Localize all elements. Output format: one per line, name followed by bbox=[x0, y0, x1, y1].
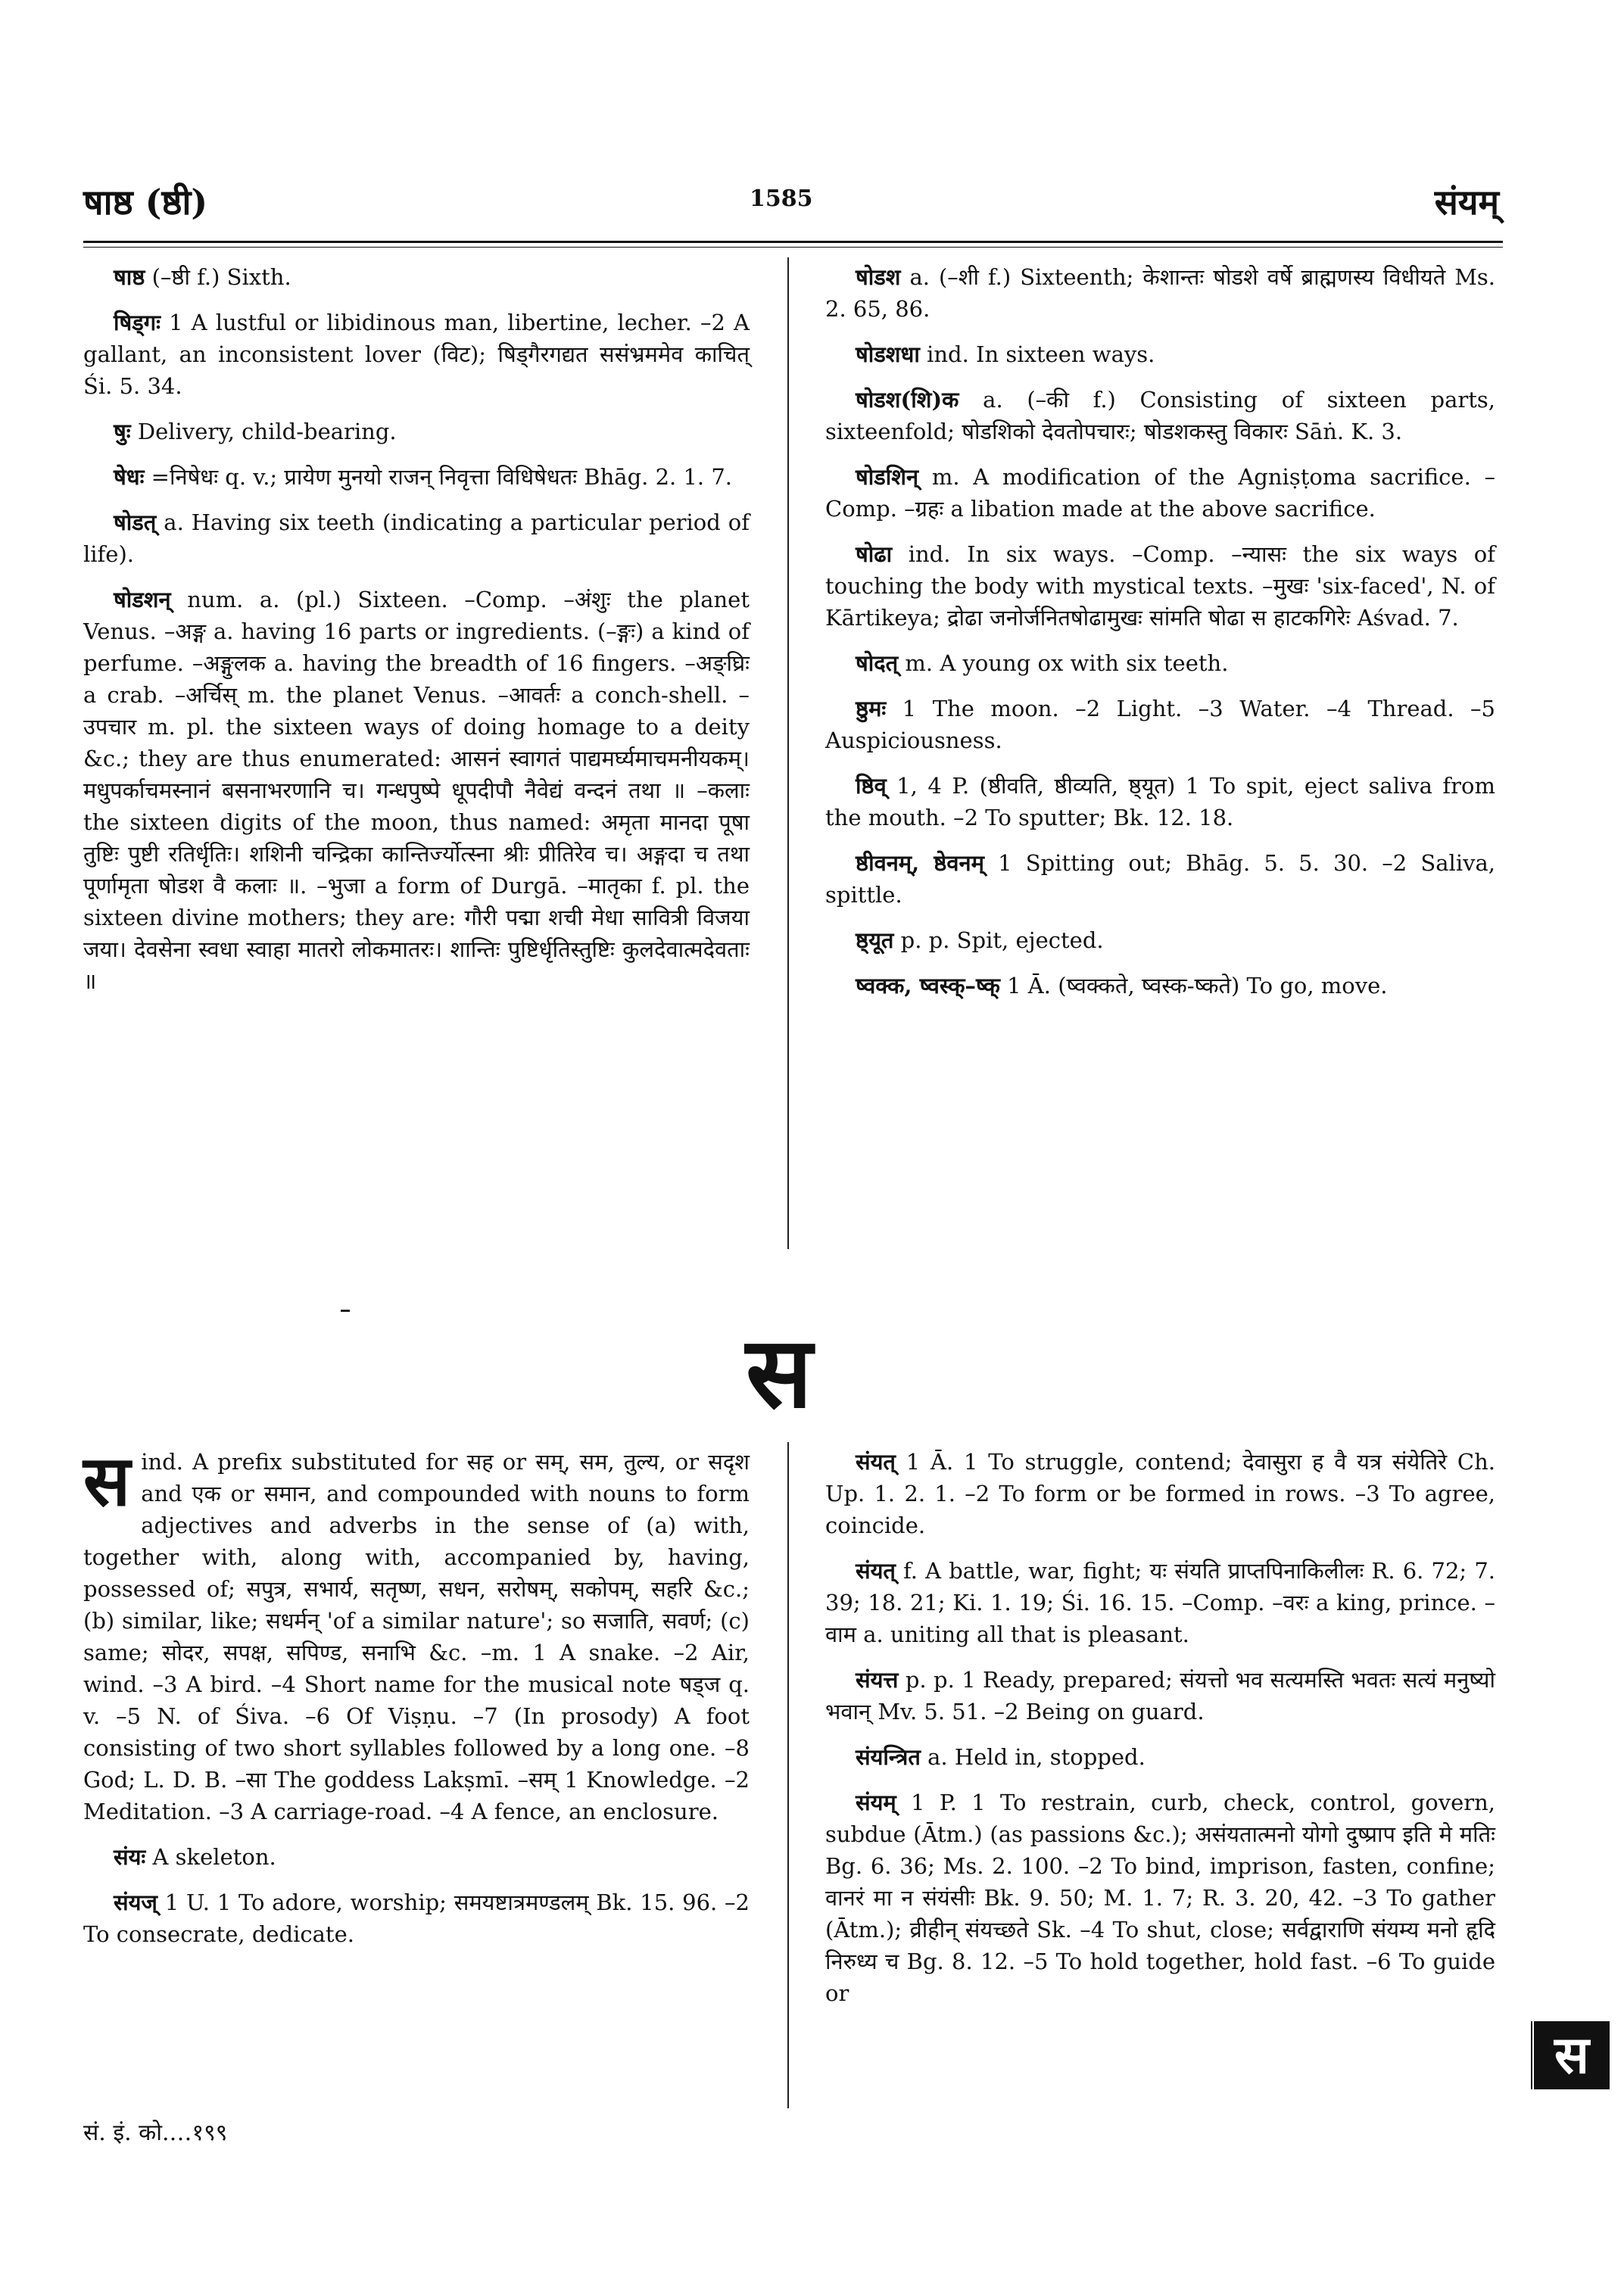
headword: ष्ठिव् bbox=[856, 773, 887, 799]
dictionary-entry bbox=[825, 770, 1495, 833]
right-column-top bbox=[825, 261, 1495, 1015]
page-number: 1585 bbox=[750, 185, 813, 212]
dictionary-entry bbox=[825, 261, 1495, 325]
dictionary-entry bbox=[825, 970, 1495, 1002]
headword: ष्ठुमः bbox=[856, 696, 887, 721]
dictionary-entry bbox=[825, 924, 1495, 956]
dictionary-entry bbox=[83, 307, 750, 402]
headword: संयन्त्रित bbox=[856, 1744, 921, 1770]
dictionary-entry bbox=[83, 584, 750, 997]
definition: A skeleton. bbox=[145, 1844, 276, 1870]
stray-mark bbox=[341, 1310, 350, 1312]
dictionary-entry bbox=[825, 1787, 1495, 2009]
page-header bbox=[83, 178, 1499, 231]
definition: 1 U. 1 To adore, worship; समयष्टात्रमण्डलम् Bk. 15. 96. –2 To consecrate, dedicate. bbox=[83, 1890, 750, 1947]
headword: ष्ठ्यूत bbox=[856, 927, 894, 953]
dictionary-entry bbox=[83, 1440, 750, 1827]
printer-signature: सं. इं. को.…१९९ bbox=[83, 2120, 228, 2146]
headword: षोडश bbox=[856, 264, 901, 290]
dictionary-entry bbox=[83, 1841, 750, 1873]
dictionary-entry bbox=[83, 506, 750, 570]
dictionary-entry bbox=[825, 538, 1495, 634]
headword: षोडशिन् bbox=[856, 464, 919, 490]
definition: 1 The moon. –2 Light. –3 Water. –4 Thread. –5 Auspiciousness. bbox=[825, 696, 1495, 753]
headword: षोढा bbox=[856, 541, 893, 567]
right-column-bottom bbox=[825, 1446, 1495, 2023]
section-letter: स bbox=[746, 1314, 812, 1430]
left-column-bottom bbox=[83, 1440, 750, 1964]
definition: ind. In sixteen ways. bbox=[919, 341, 1155, 367]
headword: षिड्गः bbox=[114, 310, 161, 335]
dictionary-entry bbox=[825, 1664, 1495, 1728]
running-head-right: संयम् bbox=[1434, 182, 1499, 223]
definition: f. A battle, war, fight; यः संयति प्राप्तपिनाकिलीलः R. 6. 72; 7. 39; 18. 21; Ki. 1. 19; Śi. 16. 15. –Comp. –वरः a king, prince. –वाम a. uniting all that is pleasant. bbox=[825, 1558, 1495, 1647]
definition: ind. A prefix substituted for सह or सम्, सम, तुल्य, or सदृश and एक or समान, and compounded with nouns to form adjectives and adverbs in the sense of (a) with, together with, along with, accompanied by, having, possessed of; सपुत्र, सभार्य, सतृष्ण, सधन, सरोषम्, सकोपम्, सहरि &c.; (b) similar, like; सधर्मन् 'of a similar nature'; so सजाति, सवर्ण; (c) same; सोदर, सपक्ष, सपिण्ड, सनाभि &c. –m. 1 A snake. –2 Air, wind. –3 A bird. –4 Short name for the musical note षड्ज q. v. –5 N. of Śiva. –6 Of Viṣṇu. –7 (In prosody) A foot consisting of two short syllables followed by a long one. –8 God; L. D. B. –सा The goddess Lakṣmī. –सम् 1 Knowledge. –2 Meditation. –3 A carriage-road. –4 A fence, an enclosure. bbox=[83, 1449, 750, 1824]
dictionary-entry bbox=[825, 693, 1495, 756]
headword: षोडत् bbox=[114, 509, 157, 535]
headword: संयः bbox=[114, 1844, 146, 1870]
definition: (–ष्ठी f.) Sixth. bbox=[145, 264, 291, 290]
definition: a. Held in, stopped. bbox=[920, 1744, 1146, 1770]
headword: षोडशधा bbox=[856, 341, 920, 367]
headword: संयत् bbox=[856, 1449, 896, 1475]
definition: 1 Ā. 1 To struggle, contend; देवासुरा ह वै यत्र संयेतिरे Ch. Up. 1. 2. 1. –2 To form or be formed in rows. –3 To agree, coincide. bbox=[825, 1449, 1495, 1538]
headword: षोदत् bbox=[856, 650, 899, 676]
definition: m. A young ox with six teeth. bbox=[898, 650, 1229, 676]
definition: 1 A lustful or libidinous man, libertine, lecher. –2 A gallant, an inconsistent lover (विट); षिड्गैरगद्यत ससंभ्रममेव काचित् Śi. 5. 34. bbox=[83, 310, 750, 399]
dictionary-entry bbox=[83, 461, 750, 493]
left-column-top bbox=[83, 261, 750, 1011]
column-divider-bottom bbox=[787, 1442, 789, 2108]
headword: षुः bbox=[114, 419, 131, 444]
definition: a. Having six teeth (indicating a particular period of life). bbox=[83, 509, 750, 567]
dictionary-entry bbox=[825, 1741, 1495, 1773]
dictionary-entry bbox=[825, 338, 1495, 370]
definition: Delivery, child-bearing. bbox=[130, 419, 397, 444]
definition: 1, 4 P. (ष्ठीवति, ष्ठीव्यति, ष्ठ्यूत) 1 To spit, eject saliva from the mouth. –2 To sputter; Bk. 12. 18. bbox=[825, 773, 1495, 830]
headword: संयत् bbox=[856, 1558, 896, 1584]
headword: ष्ठीवनम्, ष्ठेवनम् bbox=[856, 850, 984, 876]
dictionary-entry bbox=[825, 847, 1495, 911]
headword: षेधः bbox=[114, 464, 145, 490]
header-rule bbox=[83, 241, 1503, 243]
definition: m. A modification of the Agniṣṭoma sacrifice. –Comp. –ग्रहः a libation made at the above sacrifice. bbox=[825, 464, 1495, 522]
definition: 1 Spitting out; Bhāg. 5. 5. 30. –2 Saliva, spittle. bbox=[825, 850, 1495, 908]
definition: a. (–शी f.) Sixteenth; केशान्तः षोडशे वर्षे ब्राह्मणस्य विधीयते Ms. 2. 65, 86. bbox=[825, 264, 1495, 322]
dictionary-entry bbox=[825, 1555, 1495, 1650]
definition: a. (–की f.) Consisting of sixteen parts, sixteenfold; षोडशिको देवतोपचारः; षोडशकस्तु विकारः Sāṅ. K. 3. bbox=[825, 387, 1495, 444]
dictionary-entry bbox=[83, 416, 750, 447]
drop-cap-letter: स bbox=[83, 1440, 131, 1522]
headword: ष्वक्क, ष्वस्क्–ष्क् bbox=[856, 973, 1000, 999]
dictionary-entry bbox=[825, 384, 1495, 447]
definition: =निषेधः q. v.; प्रायेण मुनयो राजन् निवृत्ता विधिषेधतः Bhāg. 2. 1. 7. bbox=[144, 464, 733, 490]
thumb-index-tab: स bbox=[1529, 2021, 1610, 2089]
headword: षाष्ठ bbox=[114, 264, 145, 290]
column-divider-top bbox=[787, 257, 789, 1249]
headword: षोडशन् bbox=[114, 587, 171, 612]
headword: संयत्त bbox=[856, 1667, 899, 1693]
definition: p. p. 1 Ready, prepared; संयत्तो भव सत्यमस्ति भवतः सत्यं मनुष्यो भवान् Mv. 5. 51. –2 Being on guard. bbox=[825, 1667, 1495, 1724]
definition: ind. In six ways. –Comp. –न्यासः the six ways of touching the body with mystical texts. –मुखः 'six-faced', N. of Kārtikeya; द्रोढा जनोर्जनितषोढामुखः सांमति षोढा स हाटकगिरेः Aśvad. 7. bbox=[825, 541, 1495, 631]
definition: 1 P. 1 To restrain, curb, check, control, govern, subdue (Ātm.) (as passions &c.); असंयतात्मनो योगो दुष्प्राप इति मे मतिः Bg. 6. 36; Ms. 2. 100. –2 To bind, imprison, fasten, confine; वानरं मा न संयंसीः Bk. 9. 50; M. 1. 7; R. 3. 20, 42. –3 To gather (Ātm.); व्रीहीन् संयच्छते Sk. –4 To shut, close; सर्वद्वाराणि संयम्य मनो हृदि निरुध्य च Bg. 8. 12. –5 To hold together, hold fast. –6 To guide or bbox=[825, 1790, 1495, 2006]
headword: संयज् bbox=[114, 1890, 157, 1915]
headword: षोडश(शि)क bbox=[856, 387, 959, 413]
dictionary-entry bbox=[83, 261, 750, 293]
dictionary-entry bbox=[825, 647, 1495, 679]
running-head-left: षाष्ठ (ष्ठी) bbox=[83, 182, 208, 223]
dictionary-entry bbox=[825, 1446, 1495, 1541]
definition: 1 Ā. (ष्वक्कते, ष्वस्क-ष्कते) To go, move. bbox=[999, 973, 1388, 999]
header-rule-thin bbox=[83, 247, 1503, 248]
headword: संयम् bbox=[856, 1790, 896, 1815]
dictionary-entry bbox=[83, 1886, 750, 1950]
definition: num. a. (pl.) Sixteen. –Comp. –अंशुः the planet Venus. –अङ्ग a. having 16 parts or ingredients. (–ङ्गः) a kind of perfume. –अङ्गुलक a. having the breadth of 16 fingers. –अङ्घ्रिः a crab. –अर्चिस् m. the planet Venus. –आवर्तः a conch-shell. –उपचार m. pl. the sixteen ways of doing homage to a deity &c.; they are thus enumerated: आसनं स्वागतं पाद्यमर्घ्यमाचमनीयकम्। मधुपर्काचमस्नानं बसनाभरणानि च। गन्धपुष्पे धूपदीपौ नैवेद्यं वन्दनं तथा ॥ –कलाः the sixteen digits of the moon, thus named: अमृता मानदा पूषा तुष्टिः पुष्टी रतिर्धृतिः। शशिनी चन्द्रिका कान्तिर्ज्योत्स्ना श्रीः प्रीतिरेव च। अङ्गदा च तथा पूर्णामृता षोडश वै कलाः ॥. –भुजा a form of Durgā. –मातृका f. pl. the sixteen divine mothers; they are: गौरी पद्मा शची मेधा सावित्री विजया जया। देवसेना स्वधा स्वाहा मातरो लोकमातरः। शान्तिः पुष्टिर्धृतिस्तुष्टिः कुलदेवात्मदेवताः ॥ bbox=[83, 587, 750, 994]
definition: p. p. Spit, ejected. bbox=[893, 927, 1104, 953]
dictionary-entry bbox=[825, 461, 1495, 525]
